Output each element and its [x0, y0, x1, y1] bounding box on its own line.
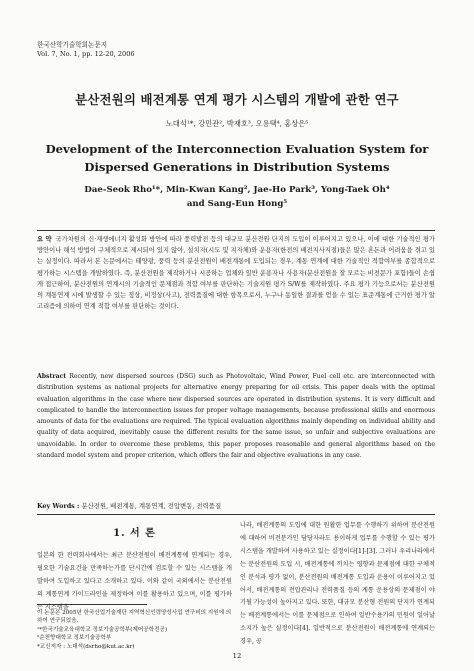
- journal-header: [37, 41, 135, 59]
- english-abstract: [37, 371, 435, 461]
- volume-info: Vol. 7, No. 1, pp. 12-20, 2006: [37, 50, 135, 58]
- page-number: 12: [232, 652, 242, 660]
- abstract-bottom-rule: [37, 514, 435, 515]
- english-abstract-label: Abstract: [37, 373, 67, 380]
- footnote: ²순천향대학교 정보기술공학부: [37, 635, 112, 642]
- section-heading: 1. 서 론: [113, 528, 156, 539]
- footnote: 이 논문은 2005년 한국산업기술재단 지역혁신인력양성사업 연구비의 지원에 의하여 연구되었음.: [37, 610, 232, 625]
- english-abstract-text: Recently, new dispersed sources (DSG) such as Photovoltaic, Wind Power, Fuel cell etc. are interconnected with distribution systems as national projects for alternative energy preparing for oil crisis. This paper deals with the optimal evaluation algorithms in the case where new dispersed sources are operated in distribution systems. It is very difficult and complicated to handle the interconnection issues for proper voltage managements, because professional skills and enormous amounts of data for the evaluations are required. The typical evaluation algorithms mainly depending on individual ability and quality of data acquired, inevitably cause the different results for the same issue, so unfair and subjective evaluations are unavoidable. In order to overcome these problems, this paper proposes reasonable and general algorithms based on the standard model system and proper criterion, which offers the fair and objective evaluations in any case.: [37, 373, 435, 459]
- footnotes: [37, 609, 232, 651]
- body-column-right: [240, 520, 435, 649]
- english-title-line: Dispersed Generations in Distribution Systems: [84, 160, 390, 174]
- keywords: [37, 501, 435, 510]
- english-authors-line: Dae-Seok Rho¹*, Min-Kwan Kang², Jae-Ho Park³, Yong-Taek Oh⁴: [84, 185, 390, 195]
- korean-authors: 노대석¹*, 강민관², 박재호³, 오용택⁴, 홍상은⁵: [165, 119, 309, 128]
- english-authors: [0, 184, 474, 211]
- abstract-top-rule: [37, 230, 435, 231]
- english-title-line: Development of the Interconnection Evaluation System for: [45, 142, 429, 156]
- english-authors-line: and Sang-Eun Hong⁵: [186, 198, 288, 209]
- korean-abstract-text: 국가차원의 신·재생에너지 활성화 방안에 따라 풍력발전 등의 대규모 분산전원 단지의 도입이 이루어지고 있으나, 이에 대한 기술적인 평가방안이나 해석 방법이 구체적으로 제시되어 있지 않아, 설치자(시도 및 지자체)와 운용자(한전의 배전지사지점)들은 많은 혼돈과 어려움을 겪고 있는 실정이다. 따라서 본 논문에서는 태양광, 풍력 등의 분산전원이 배전계통에 도입되는 경우, 계통 연계에 대한 기술적인 적합여부를 종합적으로 평가하는 시스템을 개발하였다. 즉, 분산전원을 제작하거나 시공하는 업체와 일반 운용자나 사용자(분산전원을 잘 모르는 비전문가 포함)들이 손쉽게 접근하여, 분산전원의 연계시의 기술적인 문제점과 적합 여부를 판단하는 기술지원 평가 S/W를 제작하였다. 주요 평가 기능으로서는 분산전원의 계통연계 시에 발생할 수 있는 정상, 비정상(사고), 전력품질에 대한 항목으로서, 누구나 동일한 결과를 얻을 수 있는 표준계통에 근거한 평가 알고리즘에 의하여 연계 적합 여부를 판단하는 것이다.: [37, 236, 436, 311]
- footnote: *교신저자 : 노대석(dsrho@kut.ac.kr): [37, 643, 135, 650]
- journal-name: 한국산학기술학회논문지: [37, 41, 108, 49]
- body-paragraph: 일본의 한 전력회사에서는 최근 분산전원이 배전계통에 연계되는 경우, 필요한 기술요건을 만족하는가를 단시간에 검토할 수 있는 시스템을 개발하여 도입하고 있다고 소개하고 있다. 이와 같이 국외에서는 분산전원의 계통연계 가이드라인을 제정하여 이를 활용하고 있으며, 이를 평가하는 시스템을: [37, 552, 232, 611]
- keywords-label: Key Words :: [37, 502, 80, 510]
- korean-abstract: [37, 234, 435, 312]
- footnote: ¹*한국기술교육대학교 정보기술공학부(제어공학전공): [37, 626, 168, 633]
- english-title: [0, 140, 474, 176]
- korean-abstract-label: 요 약: [37, 236, 52, 243]
- keywords-text: 분산전원, 배전계통, 계통연계, 전압변동, 전력품질: [81, 502, 222, 510]
- body-paragraph: 나라, 배전계통의 도입에 대한 원활한 업무를 수행하기 위하여 분산전원에 대하여 비전문가인 담당자라도 용이하게 업무를 수행할 수 있는 평가 시스템을 개발하여 사용하고 있는 실정이다[1]-[3]. 그러나 우리나라에서는 분산전원의 도입 시, 배전계통에 끼치는 영향과 문제점에 대한 구체적인 분석과 평가 없이, 분산전원의 배전계통 도입과 운용이 이루어지고 있어서, 배전계통의 전압관리나 전력품질 등의 계통 운용상의 문제점이 야기될 가능성이 높아지고 있다. 또한, 대규모 분산형 전원의 단지가 연계되는 배전계통에서는 이를 문제점으로 인하여 일반수용가의 민원이 일어날 소지가 높은 실정이다[4]. 일반적으로 분산전원이 배전계통에 연계되는 경우, 공: [240, 522, 435, 646]
- footnote-rule: [37, 604, 147, 605]
- korean-title: 분산전원의 배전계통 연계 평가 시스템의 개발에 관한 연구: [75, 92, 399, 107]
- body-column-left: [37, 550, 232, 615]
